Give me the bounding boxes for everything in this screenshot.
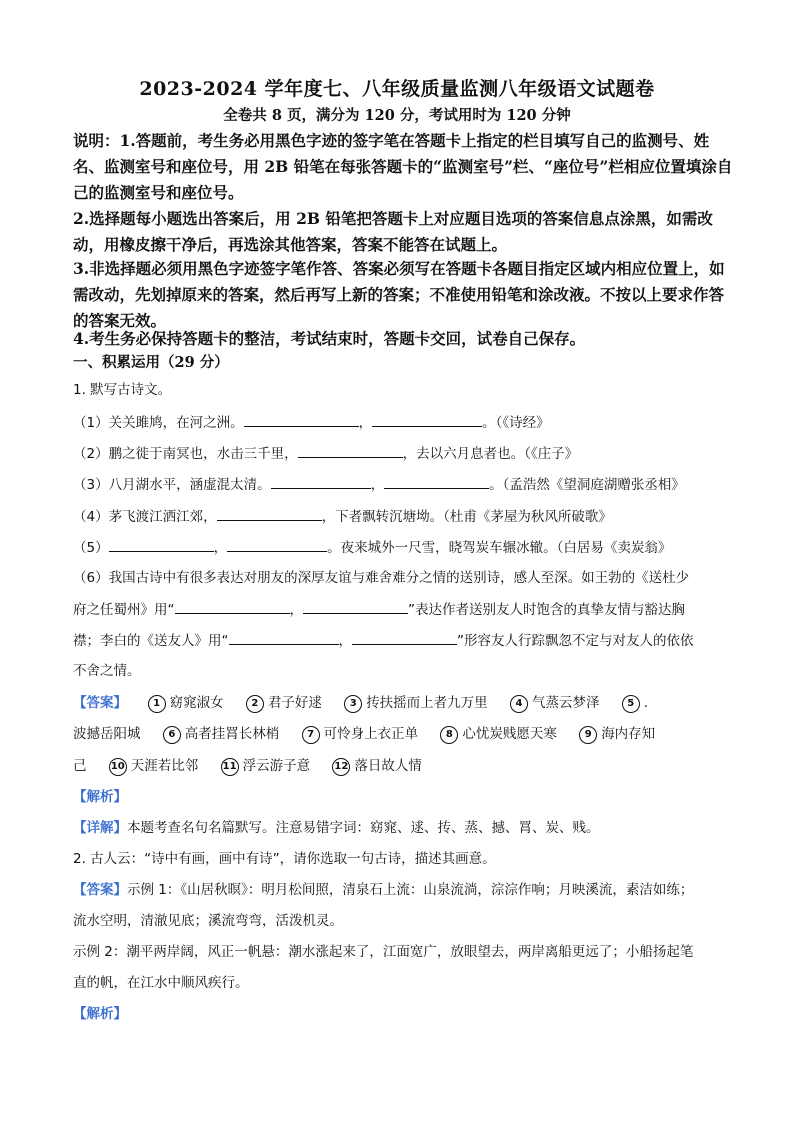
answer-item: 己 — [73, 758, 87, 774]
answer-blank[interactable] — [352, 630, 457, 645]
page-title: 2023-2024 学年度七、八年级质量监测八年级语文试题卷 — [139, 78, 655, 100]
q1-item-5: （5） ， 。夜来城外一尺雪，晓驾炭车辗冰辙。（白居易《卖炭翁》 — [73, 537, 671, 558]
answer-item: 9 海内存知 — [579, 724, 655, 744]
answer-blank[interactable] — [175, 599, 290, 614]
answer-item: 11 浮云游子意 — [221, 756, 311, 776]
answer-item: 7 可怜身上衣正单 — [302, 724, 419, 744]
answer-item: 波撼岳阳城 — [73, 726, 141, 742]
instruction-3: 3.非选择题必须用黑色字迹签字笔作答、答案必须写在答题卡各题目指定区域内相应位置上，如需改动，先划掉原来的答案，然后再写上新的答案；不准使用铅笔和涂改液。不按以上要求作答的答案无效。 — [73, 259, 725, 330]
q2-stem: 2. 古人云：“诗中有画，画中有诗”，请你选取一句古诗，描述其画意。 — [73, 851, 496, 867]
answer-item: 3 抟扶摇而上者九万里 — [344, 693, 488, 713]
q2-example2-line2: 直的帆，在江水中顺风疾行。 — [73, 975, 249, 991]
answer-item: 1 窈窕淑女 — [148, 693, 224, 713]
q1-item-1: （1）关关雎鸠，在河之洲。 ， 。（《诗经》 — [73, 412, 550, 433]
answer-label: 【答案】 — [73, 695, 127, 711]
q1-item-6-line2: 府之任蜀州》用“ ， ”表达作者送别友人时饱含的真挚友情与豁达胸 — [73, 599, 685, 620]
instruction-1: 说明：1.答题前，考生务必用黑色字迹的签字笔在答题卡上指定的栏目填写自己的监测号、姓名、监测室号和座位号，用 2B 铅笔在每张答题卡的“监测室号”栏、“座位号”栏相应位置填涂自己的监测室号和座位号。 — [73, 131, 733, 202]
q1-answers-row1 — [73, 693, 666, 713]
answer-blank[interactable] — [217, 506, 322, 521]
instruction-4: 4.考生务必保持答题卡的整洁，考试结束时，答题卡交回，试卷自己保存。 — [73, 329, 586, 348]
q2-example1-line2: 流水空明，清澈见底；溪流弯弯，活泼机灵。 — [73, 913, 343, 929]
answer-blank[interactable] — [271, 474, 371, 489]
answer-item: 10 天涯若比邻 — [109, 756, 199, 776]
answer-blank[interactable] — [384, 474, 489, 489]
q2-example1-line1: 【答案】示例 1：《山居秋暝》：明月松间照，清泉石上流：山泉流淌，淙淙作响；月映溪流，素洁如练； — [73, 882, 694, 898]
answer-blank[interactable] — [227, 537, 327, 552]
q1-answers-row3 — [73, 756, 440, 776]
answer-blank[interactable] — [109, 537, 214, 552]
instruction-2: 2.选择题每小题选出答案后，用 2B 铅笔把答题卡上对应题目选项的答案信息点涂黑，如需改动，用橡皮擦干净后，再选涂其他答案，答案不能答在试题上。 — [73, 209, 713, 254]
answer-item: 5 . — [622, 693, 648, 713]
q1-detail: 【详解】本题考查名句名篇默写。注意易错字词：窈窕、逑、抟、蒸、撼、罥、炭、贱。 — [73, 820, 600, 836]
answer-item: 6 高者挂罥长林梢 — [163, 724, 280, 744]
answer-blank[interactable] — [244, 412, 359, 427]
answer-item: 8 心忧炭贱愿天寒 — [440, 724, 557, 744]
analysis-label: 【解析】 — [73, 1006, 127, 1022]
q2-example2-line1: 示例 2：潮平两岸阔，风正一帆悬：潮水涨起来了，江面宽广，放眼望去，两岸离船更远了；小船扬起笔 — [73, 944, 694, 960]
q1-answers-row2 — [73, 724, 655, 744]
page-subtitle: 全卷共 8 页，满分为 120 分，考试用时为 120 分钟 — [223, 107, 571, 124]
q1-item-3: （3）八月湖水平，涵虚混太清。 ， 。（孟浩然《望洞庭湖赠张丞相》 — [73, 474, 685, 495]
answer-blank[interactable] — [298, 443, 403, 458]
analysis-label: 【解析】 — [73, 789, 127, 805]
q1-item-4: （4）茅飞渡江洒江郊， ，下者飘转沉塘坳。（杜甫《茅屋为秋风所破歌》 — [73, 506, 612, 527]
answer-item: 4 气蒸云梦泽 — [510, 693, 600, 713]
q1-stem: 1. 默写古诗文。 — [73, 382, 172, 398]
section-heading: 一、积累运用（29 分） — [73, 354, 229, 371]
answer-item: 12 落日故人情 — [332, 756, 422, 776]
q1-item-6-line3: 襟；李白的《送友人》用“ ， ”形容友人行踪飘忽不定与对友人的依依 — [73, 630, 694, 651]
q1-item-2: （2）鹏之徙于南冥也，水击三千里， ，去以六月息者也。（《庄子》 — [73, 443, 578, 464]
answer-blank[interactable] — [372, 412, 482, 427]
answer-item: 2 君子好逑 — [246, 693, 322, 713]
answer-blank[interactable] — [229, 630, 339, 645]
q1-item-6-line1: （6）我国古诗中有很多表达对朋友的深厚友谊与难舍难分之情的送别诗，感人至深。如王勃的《送杜少 — [73, 570, 690, 586]
q1-item-6-line4: 不舍之情。 — [73, 663, 141, 679]
answer-blank[interactable] — [303, 599, 408, 614]
